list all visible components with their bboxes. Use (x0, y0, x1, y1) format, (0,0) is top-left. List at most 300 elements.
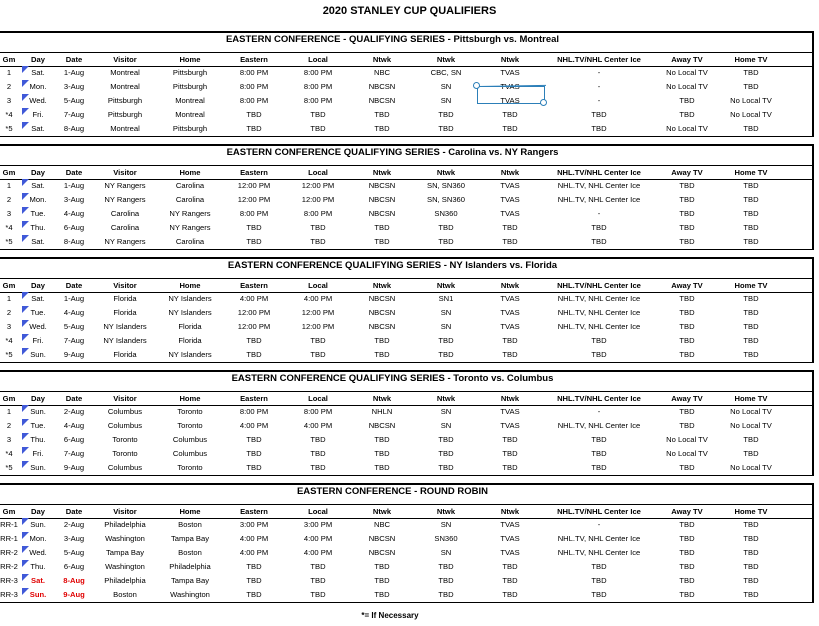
eastern-cell[interactable]: 3:00 PM (239, 520, 269, 529)
gm-cell[interactable]: 1 (6, 407, 12, 416)
away-tv-cell[interactable]: No Local TV (666, 124, 708, 133)
ntwk-cell[interactable]: TBD (502, 124, 518, 133)
away-tv-cell[interactable]: TBD (679, 407, 695, 416)
date-cell[interactable]: 1-Aug (63, 181, 85, 190)
gm-cell[interactable]: 2 (6, 82, 12, 91)
date-cell[interactable]: 1-Aug (63, 68, 85, 77)
date-cell[interactable]: 2-Aug (63, 520, 85, 529)
ntwk-cell[interactable]: SN (440, 308, 452, 317)
ntwk-cell[interactable]: TVAS (500, 68, 520, 77)
local-cell[interactable]: 4:00 PM (303, 548, 333, 557)
visitor-cell[interactable]: NY Rangers (104, 237, 146, 246)
ntwk-cell[interactable]: TVAS (500, 308, 520, 317)
away-tv-cell[interactable]: TBD (679, 96, 695, 105)
eastern-cell[interactable]: 8:00 PM (239, 96, 269, 105)
nhltv-cell[interactable]: NHL.TV, NHL Center Ice (557, 322, 641, 331)
away-tv-cell[interactable]: TBD (679, 110, 695, 119)
day-cell[interactable]: Sun. (30, 350, 46, 359)
visitor-cell[interactable]: Washington (105, 562, 145, 571)
home-tv-cell[interactable]: TBD (743, 350, 759, 359)
gm-cell[interactable]: 3 (6, 209, 12, 218)
ntwk-cell[interactable]: TBD (374, 435, 390, 444)
nhltv-cell[interactable]: NHL.TV, NHL Center Ice (557, 534, 641, 543)
selection-handle-top-left[interactable] (473, 82, 480, 89)
gm-cell[interactable]: *4 (5, 223, 13, 232)
ntwk-cell[interactable]: TBD (374, 350, 390, 359)
home-cell[interactable]: Florida (178, 336, 202, 345)
eastern-cell[interactable]: 8:00 PM (239, 82, 269, 91)
day-cell[interactable]: Sat. (31, 124, 45, 133)
ntwk-cell[interactable]: TVAS (500, 322, 520, 331)
date-cell[interactable]: 8-Aug (63, 576, 85, 585)
visitor-cell[interactable]: NY Rangers (104, 181, 146, 190)
nhltv-cell[interactable]: TBD (591, 336, 607, 345)
gm-cell[interactable]: 2 (6, 195, 12, 204)
ntwk-cell[interactable]: TBD (374, 449, 390, 458)
ntwk-cell[interactable]: SN (440, 96, 452, 105)
eastern-cell[interactable]: 8:00 PM (239, 209, 269, 218)
eastern-cell[interactable]: 4:00 PM (239, 421, 269, 430)
ntwk-cell[interactable]: TBD (438, 449, 454, 458)
away-tv-cell[interactable]: TBD (679, 195, 695, 204)
date-cell[interactable]: 5-Aug (63, 96, 85, 105)
home-tv-cell[interactable]: TBD (743, 237, 759, 246)
visitor-cell[interactable]: Florida (113, 308, 137, 317)
visitor-cell[interactable]: Carolina (110, 223, 140, 232)
date-cell[interactable]: 6-Aug (63, 435, 85, 444)
home-tv-cell[interactable]: TBD (743, 590, 759, 599)
date-cell[interactable]: 7-Aug (63, 449, 85, 458)
ntwk-cell[interactable]: TVAS (500, 421, 520, 430)
gm-cell[interactable]: *5 (5, 124, 13, 133)
ntwk-cell[interactable]: TVAS (500, 548, 520, 557)
eastern-cell[interactable]: TBD (246, 562, 262, 571)
home-cell[interactable]: Montreal (175, 110, 205, 119)
local-cell[interactable]: TBD (310, 350, 326, 359)
local-cell[interactable]: 8:00 PM (303, 68, 333, 77)
away-tv-cell[interactable]: TBD (679, 534, 695, 543)
local-cell[interactable]: TBD (310, 124, 326, 133)
date-cell[interactable]: 7-Aug (63, 336, 85, 345)
date-cell[interactable]: 9-Aug (63, 463, 85, 472)
away-tv-cell[interactable]: TBD (679, 590, 695, 599)
away-tv-cell[interactable]: No Local TV (666, 68, 708, 77)
date-cell[interactable]: 9-Aug (63, 590, 85, 599)
away-tv-cell[interactable]: TBD (679, 350, 695, 359)
gm-cell[interactable]: 1 (6, 68, 12, 77)
visitor-cell[interactable]: Columbus (107, 463, 143, 472)
date-cell[interactable]: 4-Aug (63, 209, 85, 218)
nhltv-cell[interactable]: - (597, 82, 601, 91)
gm-cell[interactable]: *5 (5, 463, 13, 472)
ntwk-cell[interactable]: SN360 (434, 209, 458, 218)
ntwk-cell[interactable]: NBCSN (368, 209, 396, 218)
gm-cell[interactable]: RR-1 (0, 534, 18, 543)
nhltv-cell[interactable]: TBD (591, 223, 607, 232)
day-cell[interactable]: Fri. (32, 336, 44, 345)
home-cell[interactable]: Boston (178, 520, 202, 529)
date-cell[interactable]: 3-Aug (63, 534, 85, 543)
eastern-cell[interactable]: 12:00 PM (237, 322, 271, 331)
day-cell[interactable]: Thu. (30, 562, 46, 571)
local-cell[interactable]: 3:00 PM (303, 520, 333, 529)
nhltv-cell[interactable]: NHL.TV, NHL Center Ice (557, 421, 641, 430)
home-cell[interactable]: Florida (178, 322, 202, 331)
ntwk-cell[interactable]: TBD (502, 336, 518, 345)
away-tv-cell[interactable]: TBD (679, 548, 695, 557)
local-cell[interactable]: 12:00 PM (301, 195, 335, 204)
away-tv-cell[interactable]: No Local TV (666, 435, 708, 444)
day-cell[interactable]: Sat. (31, 68, 45, 77)
ntwk-cell[interactable]: TBD (502, 110, 518, 119)
gm-cell[interactable]: 2 (6, 421, 12, 430)
visitor-cell[interactable]: Pittsburgh (107, 96, 143, 105)
date-cell[interactable]: 3-Aug (63, 82, 85, 91)
ntwk-cell[interactable]: TBD (374, 223, 390, 232)
home-tv-cell[interactable]: TBD (743, 209, 759, 218)
home-tv-cell[interactable]: TBD (743, 534, 759, 543)
gm-cell[interactable]: 1 (6, 294, 12, 303)
local-cell[interactable]: 4:00 PM (303, 534, 333, 543)
ntwk-cell[interactable]: NBC (373, 68, 391, 77)
home-tv-cell[interactable]: No Local TV (730, 407, 772, 416)
visitor-cell[interactable]: Florida (113, 294, 137, 303)
nhltv-cell[interactable]: TBD (591, 435, 607, 444)
away-tv-cell[interactable]: TBD (679, 308, 695, 317)
visitor-cell[interactable]: NY Islanders (103, 336, 147, 345)
ntwk-cell[interactable]: SN (440, 548, 452, 557)
eastern-cell[interactable]: 12:00 PM (237, 181, 271, 190)
local-cell[interactable]: 12:00 PM (301, 322, 335, 331)
ntwk-cell[interactable]: TVAS (500, 96, 520, 105)
ntwk-cell[interactable]: TBD (438, 336, 454, 345)
gm-cell[interactable]: 1 (6, 181, 12, 190)
nhltv-cell[interactable]: TBD (591, 576, 607, 585)
ntwk-cell[interactable]: TBD (438, 237, 454, 246)
nhltv-cell[interactable]: - (597, 520, 601, 529)
ntwk-cell[interactable]: TBD (374, 336, 390, 345)
date-cell[interactable]: 1-Aug (63, 294, 85, 303)
ntwk-cell[interactable]: TVAS (500, 181, 520, 190)
eastern-cell[interactable]: TBD (246, 110, 262, 119)
ntwk-cell[interactable]: TBD (374, 124, 390, 133)
day-cell[interactable]: Wed. (29, 548, 47, 557)
local-cell[interactable]: TBD (310, 449, 326, 458)
ntwk-cell[interactable]: TBD (502, 562, 518, 571)
local-cell[interactable]: TBD (310, 463, 326, 472)
day-cell[interactable]: Wed. (29, 96, 47, 105)
home-tv-cell[interactable]: TBD (743, 308, 759, 317)
gm-cell[interactable]: *5 (5, 237, 13, 246)
ntwk-cell[interactable]: SN, SN360 (427, 195, 465, 204)
nhltv-cell[interactable]: - (597, 209, 601, 218)
home-tv-cell[interactable]: TBD (743, 124, 759, 133)
ntwk-cell[interactable]: TBD (438, 576, 454, 585)
visitor-cell[interactable]: Philadelphia (104, 576, 146, 585)
selection-handle-bottom-right[interactable] (540, 99, 547, 106)
home-tv-cell[interactable]: No Local TV (730, 463, 772, 472)
eastern-cell[interactable]: TBD (246, 237, 262, 246)
eastern-cell[interactable]: TBD (246, 463, 262, 472)
ntwk-cell[interactable]: TBD (374, 463, 390, 472)
day-cell[interactable]: Sat. (31, 237, 45, 246)
visitor-cell[interactable]: Boston (113, 590, 137, 599)
ntwk-cell[interactable]: NBCSN (368, 534, 396, 543)
ntwk-cell[interactable]: TBD (502, 576, 518, 585)
home-tv-cell[interactable]: TBD (743, 322, 759, 331)
visitor-cell[interactable]: Montreal (110, 82, 140, 91)
local-cell[interactable]: 8:00 PM (303, 209, 333, 218)
home-cell[interactable]: NY Rangers (169, 209, 211, 218)
away-tv-cell[interactable]: No Local TV (666, 82, 708, 91)
day-cell[interactable]: Fri. (32, 449, 44, 458)
gm-cell[interactable]: *4 (5, 336, 13, 345)
nhltv-cell[interactable]: TBD (591, 562, 607, 571)
ntwk-cell[interactable]: NHLN (371, 407, 393, 416)
home-cell[interactable]: Toronto (177, 421, 203, 430)
away-tv-cell[interactable]: TBD (679, 576, 695, 585)
away-tv-cell[interactable]: TBD (679, 520, 695, 529)
local-cell[interactable]: 4:00 PM (303, 421, 333, 430)
ntwk-cell[interactable]: SN, SN360 (427, 181, 465, 190)
day-cell[interactable]: Mon. (29, 534, 47, 543)
day-cell[interactable]: Sun. (30, 463, 46, 472)
away-tv-cell[interactable]: TBD (679, 421, 695, 430)
ntwk-cell[interactable]: TBD (438, 590, 454, 599)
ntwk-cell[interactable]: TBD (438, 562, 454, 571)
eastern-cell[interactable]: 12:00 PM (237, 195, 271, 204)
day-cell[interactable]: Thu. (30, 223, 46, 232)
home-tv-cell[interactable]: No Local TV (730, 96, 772, 105)
day-cell[interactable]: Tue. (30, 308, 46, 317)
ntwk-cell[interactable]: TVAS (500, 534, 520, 543)
local-cell[interactable]: TBD (310, 435, 326, 444)
home-cell[interactable]: Pittsburgh (172, 82, 208, 91)
eastern-cell[interactable]: 4:00 PM (239, 548, 269, 557)
local-cell[interactable]: 12:00 PM (301, 308, 335, 317)
nhltv-cell[interactable]: - (597, 96, 601, 105)
ntwk-cell[interactable]: TVAS (500, 195, 520, 204)
nhltv-cell[interactable]: TBD (591, 350, 607, 359)
away-tv-cell[interactable]: No Local TV (666, 449, 708, 458)
home-cell[interactable]: NY Islanders (168, 350, 212, 359)
visitor-cell[interactable]: Montreal (110, 124, 140, 133)
ntwk-cell[interactable]: TBD (502, 463, 518, 472)
home-cell[interactable]: Columbus (172, 449, 208, 458)
visitor-cell[interactable]: Toronto (112, 449, 138, 458)
day-cell[interactable]: Sat. (31, 576, 45, 585)
ntwk-cell[interactable]: SN (440, 322, 452, 331)
home-tv-cell[interactable]: No Local TV (730, 110, 772, 119)
nhltv-cell[interactable]: NHL.TV, NHL Center Ice (557, 294, 641, 303)
home-tv-cell[interactable]: TBD (743, 195, 759, 204)
home-cell[interactable]: Carolina (175, 195, 205, 204)
date-cell[interactable]: 6-Aug (63, 223, 85, 232)
gm-cell[interactable]: *4 (5, 449, 13, 458)
ntwk-cell[interactable]: TBD (438, 223, 454, 232)
ntwk-cell[interactable]: TBD (502, 223, 518, 232)
date-cell[interactable]: 5-Aug (63, 548, 85, 557)
ntwk-cell[interactable]: TBD (502, 237, 518, 246)
away-tv-cell[interactable]: TBD (679, 562, 695, 571)
local-cell[interactable]: TBD (310, 336, 326, 345)
local-cell[interactable]: 12:00 PM (301, 181, 335, 190)
ntwk-cell[interactable]: TVAS (500, 209, 520, 218)
ntwk-cell[interactable]: TVAS (500, 407, 520, 416)
gm-cell[interactable]: 3 (6, 435, 12, 444)
home-cell[interactable]: NY Islanders (168, 308, 212, 317)
eastern-cell[interactable]: TBD (246, 590, 262, 599)
away-tv-cell[interactable]: TBD (679, 463, 695, 472)
home-tv-cell[interactable]: TBD (743, 449, 759, 458)
nhltv-cell[interactable]: NHL.TV, NHL Center Ice (557, 195, 641, 204)
home-tv-cell[interactable]: TBD (743, 294, 759, 303)
ntwk-cell[interactable]: SN (440, 520, 452, 529)
home-tv-cell[interactable]: TBD (743, 82, 759, 91)
nhltv-cell[interactable]: TBD (591, 237, 607, 246)
nhltv-cell[interactable]: - (597, 68, 601, 77)
away-tv-cell[interactable]: TBD (679, 181, 695, 190)
date-cell[interactable]: 9-Aug (63, 350, 85, 359)
away-tv-cell[interactable]: TBD (679, 336, 695, 345)
nhltv-cell[interactable]: TBD (591, 110, 607, 119)
gm-cell[interactable]: RR-1 (0, 520, 18, 529)
ntwk-cell[interactable]: TBD (502, 435, 518, 444)
visitor-cell[interactable]: NY Rangers (104, 195, 146, 204)
home-cell[interactable]: NY Rangers (169, 223, 211, 232)
ntwk-cell[interactable]: TBD (374, 237, 390, 246)
day-cell[interactable]: Tue. (30, 209, 46, 218)
gm-cell[interactable]: RR-3 (0, 576, 18, 585)
ntwk-cell[interactable]: TVAS (500, 294, 520, 303)
ntwk-cell[interactable]: NBCSN (368, 548, 396, 557)
ntwk-cell[interactable]: TBD (374, 590, 390, 599)
gm-cell[interactable]: 3 (6, 96, 12, 105)
away-tv-cell[interactable]: TBD (679, 223, 695, 232)
nhltv-cell[interactable]: NHL.TV, NHL Center Ice (557, 548, 641, 557)
home-cell[interactable]: Tampa Bay (171, 576, 209, 585)
day-cell[interactable]: Mon. (29, 82, 47, 91)
away-tv-cell[interactable]: TBD (679, 294, 695, 303)
ntwk-cell[interactable]: TBD (438, 350, 454, 359)
home-tv-cell[interactable]: TBD (743, 435, 759, 444)
ntwk-cell[interactable]: TBD (502, 590, 518, 599)
home-cell[interactable]: Toronto (177, 463, 203, 472)
home-tv-cell[interactable]: TBD (743, 68, 759, 77)
ntwk-cell[interactable]: NBCSN (368, 421, 396, 430)
nhltv-cell[interactable]: TBD (591, 590, 607, 599)
ntwk-cell[interactable]: NBCSN (368, 96, 396, 105)
home-cell[interactable]: Toronto (177, 407, 203, 416)
ntwk-cell[interactable]: TBD (502, 350, 518, 359)
home-cell[interactable]: Carolina (175, 181, 205, 190)
visitor-cell[interactable]: NY Islanders (103, 322, 147, 331)
home-cell[interactable]: Philadelphia (169, 562, 211, 571)
nhltv-cell[interactable]: NHL.TV, NHL Center Ice (557, 181, 641, 190)
gm-cell[interactable]: RR-2 (0, 548, 18, 557)
eastern-cell[interactable]: 8:00 PM (239, 68, 269, 77)
nhltv-cell[interactable]: TBD (591, 124, 607, 133)
gm-cell[interactable]: *5 (5, 350, 13, 359)
home-tv-cell[interactable]: TBD (743, 562, 759, 571)
home-tv-cell[interactable]: TBD (743, 576, 759, 585)
eastern-cell[interactable]: TBD (246, 124, 262, 133)
away-tv-cell[interactable]: TBD (679, 237, 695, 246)
day-cell[interactable]: Mon. (29, 195, 47, 204)
ntwk-cell[interactable]: TBD (438, 124, 454, 133)
ntwk-cell[interactable]: CBC, SN (430, 68, 462, 77)
date-cell[interactable]: 3-Aug (63, 195, 85, 204)
eastern-cell[interactable]: TBD (246, 223, 262, 232)
home-cell[interactable]: Columbus (172, 435, 208, 444)
date-cell[interactable]: 2-Aug (63, 407, 85, 416)
home-cell[interactable]: Carolina (175, 237, 205, 246)
ntwk-cell[interactable]: TBD (374, 576, 390, 585)
home-cell[interactable]: Montreal (175, 96, 205, 105)
home-cell[interactable]: Washington (170, 590, 210, 599)
local-cell[interactable]: TBD (310, 562, 326, 571)
ntwk-cell[interactable]: SN (440, 82, 452, 91)
local-cell[interactable]: TBD (310, 237, 326, 246)
ntwk-cell[interactable]: NBCSN (368, 308, 396, 317)
nhltv-cell[interactable]: TBD (591, 449, 607, 458)
day-cell[interactable]: Sun. (30, 407, 46, 416)
day-cell[interactable]: Fri. (32, 110, 44, 119)
visitor-cell[interactable]: Pittsburgh (107, 110, 143, 119)
local-cell[interactable]: TBD (310, 590, 326, 599)
eastern-cell[interactable]: TBD (246, 449, 262, 458)
visitor-cell[interactable]: Tampa Bay (106, 548, 144, 557)
local-cell[interactable]: 4:00 PM (303, 294, 333, 303)
day-cell[interactable]: Sat. (31, 294, 45, 303)
ntwk-cell[interactable]: NBCSN (368, 322, 396, 331)
day-cell[interactable]: Sun. (30, 520, 46, 529)
eastern-cell[interactable]: TBD (246, 576, 262, 585)
ntwk-cell[interactable]: TBD (374, 562, 390, 571)
ntwk-cell[interactable]: NBC (373, 520, 391, 529)
date-cell[interactable]: 4-Aug (63, 308, 85, 317)
ntwk-cell[interactable]: SN (440, 421, 452, 430)
home-tv-cell[interactable]: TBD (743, 548, 759, 557)
ntwk-cell[interactable]: SN360 (434, 534, 458, 543)
ntwk-cell[interactable]: SN1 (438, 294, 454, 303)
ntwk-cell[interactable]: TBD (374, 110, 390, 119)
date-cell[interactable]: 7-Aug (63, 110, 85, 119)
visitor-cell[interactable]: Columbus (107, 407, 143, 416)
ntwk-cell[interactable]: SN (440, 407, 452, 416)
date-cell[interactable]: 8-Aug (63, 237, 85, 246)
ntwk-cell[interactable]: TBD (502, 449, 518, 458)
home-tv-cell[interactable]: TBD (743, 520, 759, 529)
cell-selection-box[interactable] (477, 86, 545, 104)
gm-cell[interactable]: RR-3 (0, 590, 18, 599)
date-cell[interactable]: 4-Aug (63, 421, 85, 430)
nhltv-cell[interactable]: NHL.TV, NHL Center Ice (557, 308, 641, 317)
ntwk-cell[interactable]: NBCSN (368, 82, 396, 91)
eastern-cell[interactable]: 4:00 PM (239, 534, 269, 543)
nhltv-cell[interactable]: TBD (591, 463, 607, 472)
ntwk-cell[interactable]: TBD (438, 110, 454, 119)
away-tv-cell[interactable]: TBD (679, 322, 695, 331)
local-cell[interactable]: 8:00 PM (303, 407, 333, 416)
date-cell[interactable]: 8-Aug (63, 124, 85, 133)
visitor-cell[interactable]: Carolina (110, 209, 140, 218)
visitor-cell[interactable]: Florida (113, 350, 137, 359)
visitor-cell[interactable]: Toronto (112, 435, 138, 444)
eastern-cell[interactable]: TBD (246, 336, 262, 345)
ntwk-cell[interactable]: NBCSN (368, 294, 396, 303)
home-tv-cell[interactable]: TBD (743, 336, 759, 345)
